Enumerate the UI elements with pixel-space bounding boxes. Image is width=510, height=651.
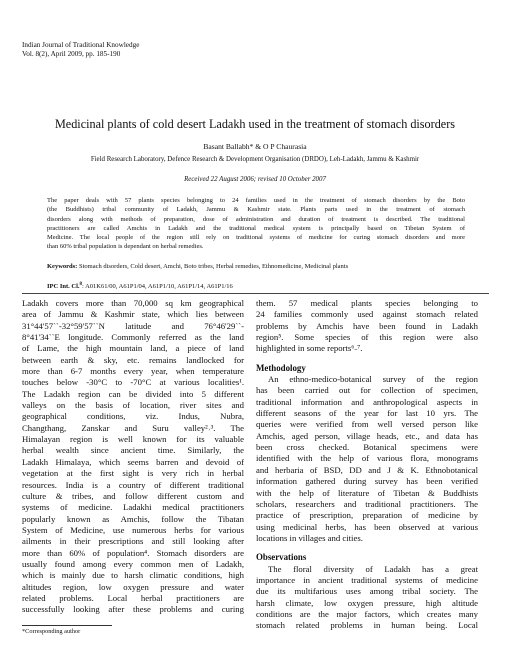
journal-name: Indian Journal of Traditional Knowledge [22,41,140,49]
abstract-line: Medicine. The local people of the region still rely on traditional systems of medicine for curing stomach disorders and more [47,234,465,242]
body-line: different seasons of the year for last 10 yrs. The [256,408,478,419]
body-line: been cross checked. Botanical specimens were [256,442,478,453]
body-line: locations in villages and cities. [256,532,363,543]
body-line: due its multifarious uses among tribal society. The [256,586,478,597]
body-line: System of Medicine, use numerous herbs for various [22,524,244,535]
abstract [47,196,465,252]
keywords [47,262,465,271]
body-line: An ethno-medico-botanical survey of the region [268,374,478,385]
section-heading-methodology: Methodology [256,362,306,373]
body-line: importance in ancient traditional systems of medicine [256,574,478,585]
body-line: Ladakh Himalaya, which seems barren and devoid of [22,456,244,467]
body-line: culture & tribes, and follow different custom and [22,490,244,501]
body-line: practice of prescription, preparation of medicine by [256,510,478,521]
body-line: Amchis, aged person, village heads, etc., and data has [256,430,478,441]
body-line: valleys on the basis of location, river sites and [22,400,244,411]
body-line: problems by Amchis have been found in Ladakh [256,320,478,331]
body-line: usually found among every common men of Ladakh, [22,558,244,569]
body-line: herbal wealth since ancient time. Similarly, the [22,445,244,456]
body-line: Ladakh covers more than 70,000 sq km geographical [22,298,244,308]
body-line: more than 60% of population⁴. Stomach disorders are [22,547,244,558]
body-line: more than 6-7 months every year, when temperature [22,366,244,377]
body-line: Changthang, Zanskar and Suru valley²˒³. The [22,422,244,433]
body-line: resources. India is a country of different traditional [22,479,244,490]
paper-authors: Basant Ballabh* & O P Chaurasia [203,142,307,151]
keywords-label: Keywords: [47,263,78,270]
abstract-line: The paper deals with 57 plants species belonging to 24 families used in the treatment of stomach disorders by the Boto [47,197,465,204]
body-line: using medicinal herbs, has been observed at various [256,521,478,532]
body-line: and herbaria of BSD, DD and J & K. Ethnobotanical [256,464,478,475]
footnote: *Corresponding author [22,628,81,635]
right-column [256,298,478,632]
section-heading-observations: Observations [256,552,307,563]
body-line: harsh climate, low oxygen pressure, high altitude [256,597,478,608]
body-line: vegetation at the first sight is very rich in herbal [22,468,244,479]
body-line: conditions are the major factors, which creates many [256,608,478,619]
body-line: altitudes region, low oxygen pressure and water [22,581,244,592]
footnote-rule [22,625,112,626]
abstract-line: (the Buddhists) tribal community of Ladakh, Jammu & Kashmir state. Plants parts used in the treatment of stomach [47,206,465,214]
abstract-line: than 60% tribal population is dependant on herbal remedies. [47,243,204,251]
body-line: ailments in their prescriptions and still looking after [22,536,244,547]
ipc-sup: 8 [79,282,83,287]
body-line: The Ladakh region can be divided into 5 different [22,388,244,399]
body-line: information gathered during survey has been verified [256,476,478,487]
body-line: highlighted in some reports⁶˗⁷. [256,343,363,354]
body-line: related problems. Local herbal practitioners are [22,592,244,603]
body-line: scholars, researchers and traditional practitioners. The [256,498,478,509]
received-dates: Received 22 August 2006; revised 10 October 2007 [184,176,326,183]
body-line: 31°44'57``-32°59'57``N latitude and 76°46'29``- [22,320,244,331]
body-line: area of Jammu & Kashmir state, which lies between [22,309,244,320]
body-line: region⁵. Some species of this region were also [256,332,478,343]
body-line: with the help of literature of Tibetan & Buddhists [256,487,478,498]
body-line: touches below -30°C to -70°C at various localities¹. [22,377,244,388]
ipc-label: IPC Int. Cl. [47,283,80,291]
body-line: The floral diversity of Ladakh has a great [268,563,478,574]
body-line: systems of medicine. Ladakhi medical practitioners [22,502,244,513]
body-line: of Lame, the high mountain land, a piece of land [22,343,244,354]
body-line: Himalayan region is well known for its valuable [22,434,244,445]
keywords-text: Stomach disorders, Cold desert, Amchi, Boto tribes, Herbal remedies, Ethnomedicine, Medicinal plants [78,263,349,270]
body-line: stomach related problems in human being. Local [256,620,478,631]
body-line: them. 57 medical plants species belonging to [256,298,478,308]
left-column [22,298,244,616]
body-line: queries were verified from well versed person like [256,419,478,430]
journal-header [22,41,139,59]
body-line: 8°41'34``E longitude. Commonly referred as the land [22,332,244,343]
body-line: traditional information and anthropological aspects in [256,396,478,407]
body-line: geographical conditions, viz. Indus, Nubra, [22,411,244,422]
body-line: identified with the help of various flora, monograms [256,453,478,464]
body-line: successfully looking after these problems and curing [22,604,244,615]
body-line: popularly known as Amchis, follow the Tibatan [22,513,244,524]
header-divider [22,293,489,294]
body-line: has been carried out for collection of specimen, [256,385,478,396]
ipc-codes: : A01K61/00, A61P1/04, A61P1/10, A61P1/14, A61P1/16 [82,283,233,291]
abstract-line: practitioners are called Amchis in Ladakh and the traditional medical system is principally based on Tibetan System of [47,224,465,232]
body-line: between earth & sky, etc. remains landlocked for [22,354,244,365]
paper-title: Medicinal plants of cold desert Ladakh used in the treatment of stomach disorders [54,117,456,131]
author-affiliation: Field Research Laboratory, Defence Research & Development Organisation (DRDO), Leh-Ladakh, Jammu & Kashmir [90,156,420,163]
journal-volume: Vol. 8(2), April 2009, pp. 185-190 [22,50,121,58]
body-line: which is mainly due to harsh climatic conditions, high [22,570,244,581]
ipc-classification [47,280,465,291]
abstract-line: disorders along with methods of preparation, dose of administration and duration of treatment is described. The traditional [47,215,465,223]
body-line: 24 families commonly used against stomach related [256,309,478,320]
